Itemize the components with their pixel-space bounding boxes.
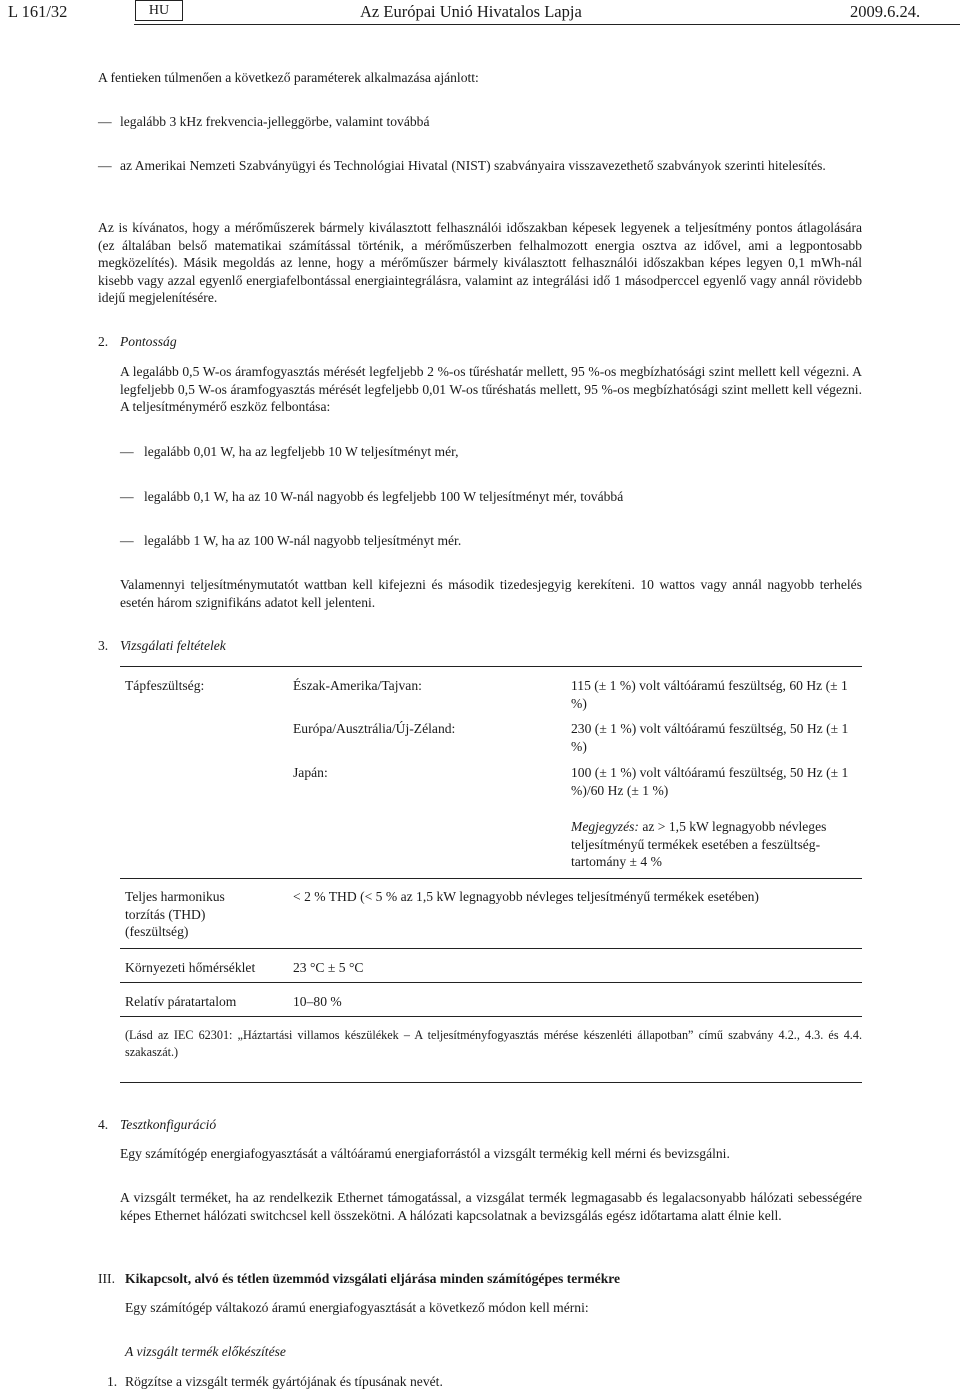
temperature-label: Környezeti hőmérséklet xyxy=(125,960,256,975)
preparation-subtitle: A vizsgált termék előkészítése xyxy=(125,1344,286,1359)
humidity-value: 10–80 % xyxy=(293,994,342,1009)
dash-marker: — xyxy=(98,114,112,129)
intro-item-1: legalább 3 kHz frekvencia-jelleggörbe, valamint továbbá xyxy=(120,114,430,129)
region-value: 230 (± 1 %) volt váltóáramú feszültség, 50 Hz (± 1 %) xyxy=(571,721,849,754)
resolution-item-2: legalább 0,1 W, ha az 10 W-nál nagyobb és legfeljebb 100 W teljesítményt mér, továbbá xyxy=(144,489,624,504)
section-4-number: 4. xyxy=(98,1117,109,1132)
table-rule xyxy=(120,1016,862,1017)
table-bottom-rule xyxy=(120,1082,862,1083)
note-label: Megjegyzés: xyxy=(571,819,639,834)
section-2-number: 2. xyxy=(98,334,109,349)
resolution-item-3: legalább 1 W, ha az 100 W-nál nagyobb teljesítményt mér. xyxy=(144,533,462,548)
intro-text: A fentieken túlmenően a következő paraméterek alkalmazása ajánlott: xyxy=(98,70,479,85)
step-number: 1. xyxy=(107,1374,118,1389)
table-top-rule xyxy=(120,666,862,667)
table-rule xyxy=(120,878,862,879)
region-name: Európa/Ausztrália/Új-Zéland: xyxy=(293,721,456,736)
section-4-paragraph-1: Egy számítógép energiafogyasztását a váltóáramú energiaforrástól a vizsgált termékig kell mérni és bevizsgálni. xyxy=(120,1146,730,1161)
dash-marker: — xyxy=(120,489,134,504)
header-rule xyxy=(134,24,960,25)
dash-marker: — xyxy=(98,158,112,173)
measure-paragraph: Az is kívánatos, hogy a mérőműszerek bármely kiválasztott felhasználói időszakban képesek legyenek a teljesítmény pontos átlagolására (ez általában belső matematikai számítással történik, a mérőműszerben felhalmozott energia osztva az idővel, ami a legpontosabb megközelítés). Másik megoldás az lenne, hogy a mérőműszer bármely kiválasztott felhasználói időszakban képes legyen 0,1 mWh-nál kisebb vagy azzal egyenlő energiafelbontással energiaintegrálásra, valamint az integrálási idő 1 másodperccel egyenlő vagy annál rövidebb idejű megjelenítésére. xyxy=(98,220,862,305)
section-3-number: 3. xyxy=(98,638,109,653)
note-text: az > 1,5 kW legnagyobb névleges teljesítményű termékek esetében a feszültség-tartomány ± 4 % xyxy=(571,819,827,869)
region-name: Észak-Amerika/Tajvan: xyxy=(293,678,422,693)
page-number: L 161/32 xyxy=(8,2,68,21)
supply-label: Tápfeszültség: xyxy=(125,678,205,693)
voltage-note xyxy=(571,818,863,871)
section-4-paragraph-2: A vizsgált terméket, ha az rendelkezik Ethernet támogatással, a vizsgálat termék legmagasabb és legalacsonyabb hálózati sebességére képes Ethernet hálózati switchcsel kell összekötni. A hálózati kapcsolatnak a bevizsgálás egész időtartama alatt élnie kell. xyxy=(120,1190,862,1223)
section-2-paragraph-2: Valamennyi teljesítménymutatót wattban kell kifejezni és második tizedesjegyig kerekíteni. 10 wattos vagy annál nagyobb terhelés esetén három szignifikáns adatot kell jelenteni. xyxy=(120,577,862,610)
section-4-title: Tesztkonfiguráció xyxy=(120,1117,217,1132)
page-header xyxy=(0,0,960,30)
thd-value: < 2 % THD (< 5 % az 1,5 kW legnagyobb névleges teljesítményű termékek esetében) xyxy=(293,889,759,904)
section-2-paragraph: A legalább 0,5 W-os áramfogyasztás mérését legfeljebb 2 %-os tűréshatár mellett, 95 %-os megbízhatósági szint mellett kell végezni. A legfeljebb 0,5 W-os áramfogyasztás mérését legfeljebb 0,01 W-os tűréshatás mellett, 95 %-os megbízhatósági szint mellett kell végezni. A teljesítménymérő eszköz felbontása: xyxy=(120,364,862,414)
section-III-paragraph: Egy számítógép váltakozó áramú energiafogyasztását a következő módon kell mérni: xyxy=(125,1300,589,1315)
table-rule xyxy=(120,948,862,949)
publication-date: 2009.6.24. xyxy=(850,2,921,21)
intro-item-2: az Amerikai Nemzeti Szabványügyi és Technológiai Hivatal (NIST) szabványaira visszavezethető szabványok szerinti hitelesítés. xyxy=(120,158,826,173)
humidity-label: Relatív páratartalom xyxy=(125,994,237,1009)
language-badge: HU xyxy=(135,0,183,21)
region-value: 115 (± 1 %) volt váltóáramú feszültség, 60 Hz (± 1 %) xyxy=(571,678,848,711)
dash-marker: — xyxy=(120,533,134,548)
section-III-number: III. xyxy=(98,1271,115,1286)
temperature-value: 23 °C ± 5 °C xyxy=(293,960,364,975)
resolution-item-1: legalább 0,01 W, ha az legfeljebb 10 W teljesítményt mér, xyxy=(144,444,459,459)
step-text: Rögzítse a vizsgált termék gyártójának és típusának nevét. xyxy=(125,1374,443,1389)
journal-title: Az Európai Unió Hivatalos Lapja xyxy=(360,2,582,21)
table-footnote: (Lásd az IEC 62301: „Háztartási villamos készülékek – A teljesítményfogyasztás mérése készenléti állapotban” című szabvány 4.2., 4.3. és 4.4. szakaszát.) xyxy=(125,1028,862,1059)
thd-label: Teljes harmonikus torzítás (THD) (feszültség) xyxy=(125,889,225,939)
region-name: Japán: xyxy=(293,765,328,780)
section-3-title: Vizsgálati feltételek xyxy=(120,638,226,653)
region-value: 100 (± 1 %) volt váltóáramú feszültség, 50 Hz (± 1 %)/60 Hz (± 1 %) xyxy=(571,765,849,798)
table-rule xyxy=(120,982,862,983)
section-2-title: Pontosság xyxy=(120,334,177,349)
dash-marker: — xyxy=(120,444,134,459)
section-III-title: Kikapcsolt, alvó és tétlen üzemmód vizsgálati eljárása minden számítógépes termékre xyxy=(125,1271,621,1286)
